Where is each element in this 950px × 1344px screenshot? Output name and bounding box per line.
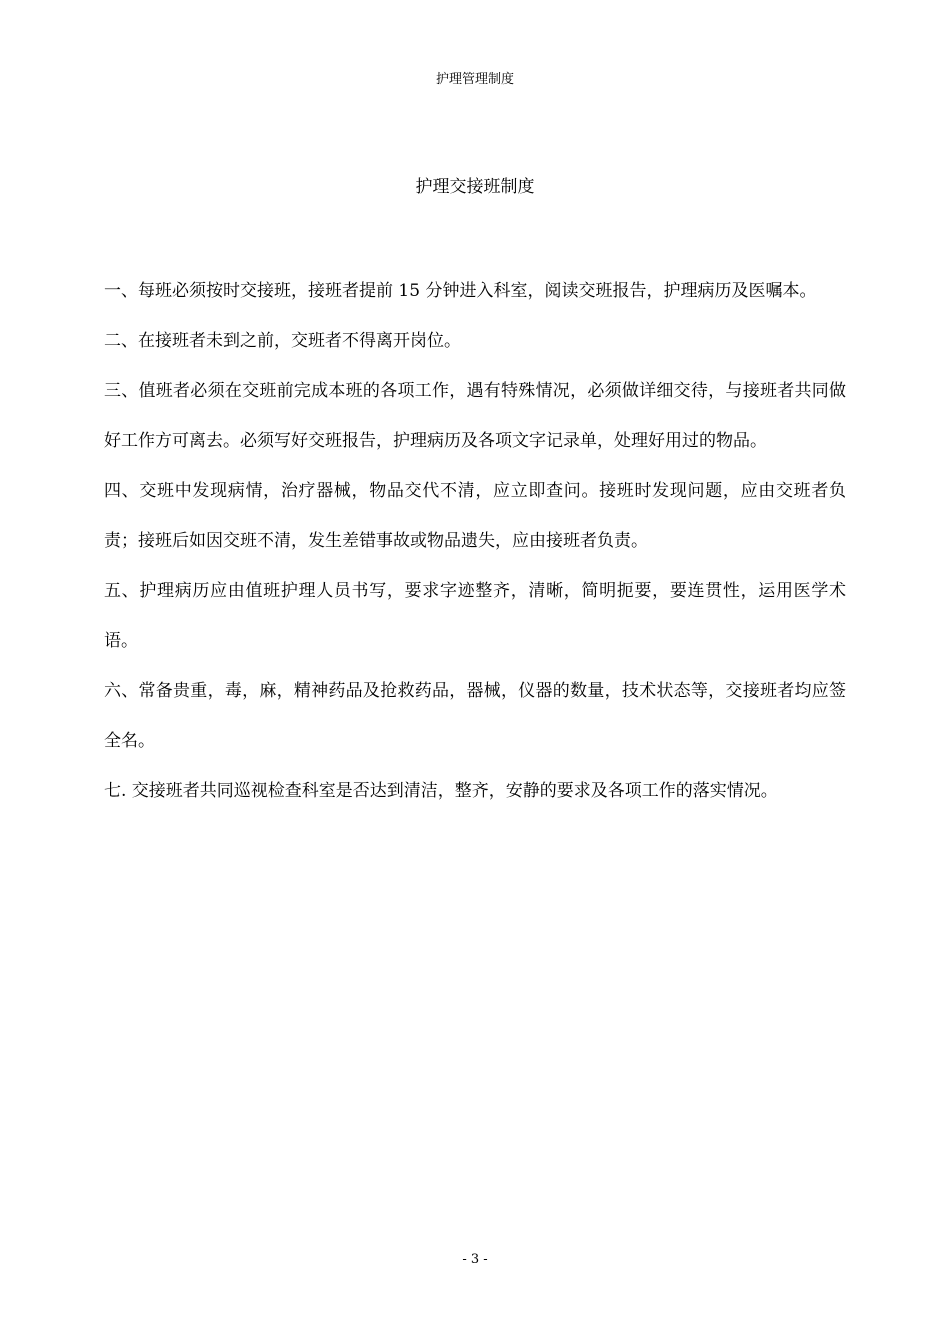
paragraph-7: 七. 交接班者共同巡视检查科室是否达到清洁，整齐，安静的要求及各项工作的落实情况。 [104, 781, 778, 801]
document-body [104, 266, 846, 816]
paragraph-5: 五、护理病历应由值班护理人员书写，要求字迹整齐，清晰，简明扼要，要连贯性，运用医学术语。 [104, 581, 846, 651]
page-number: - 3 - [462, 1252, 488, 1267]
running-header: 护理管理制度 [435, 72, 514, 87]
document-title: 护理交接班制度 [415, 177, 535, 197]
paragraph-2: 二、在接班者未到之前，交班者不得离开岗位。 [104, 331, 461, 351]
paragraph-3: 三、值班者必须在交班前完成本班的各项工作，遇有特殊情况，必须做详细交待，与接班者共同做好工作方可离去。必须写好交班报告，护理病历及各项文字记录单，处理好用过的物品。 [104, 381, 846, 451]
paragraph-1: 一、每班必须按时交接班，接班者提前 15 分钟进入科室，阅读交班报告，护理病历及医嘱本。 [104, 281, 817, 301]
paragraph-6: 六、常备贵重，毒，麻，精神药品及抢救药品，器械，仪器的数量，技术状态等，交接班者均应签全名。 [104, 681, 846, 751]
paragraph-4: 四、交班中发现病情，治疗器械，物品交代不清，应立即查问。接班时发现问题，应由交班者负责；接班后如因交班不清，发生差错事故或物品遗失，应由接班者负责。 [104, 481, 846, 551]
